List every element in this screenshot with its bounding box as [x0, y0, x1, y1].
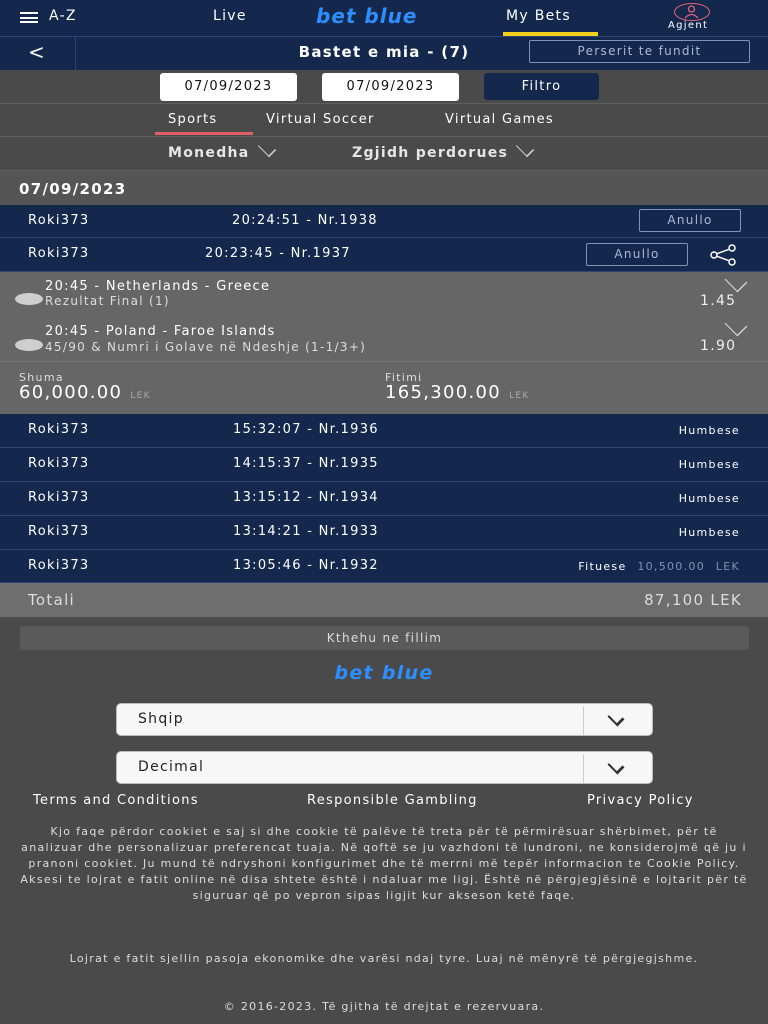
select-divider: [583, 754, 584, 783]
logo[interactable]: bet blue: [316, 4, 418, 28]
currency-label: Monedha: [168, 145, 250, 161]
selection-match: 20:45 - Netherlands - Greece: [45, 279, 271, 294]
bet-row[interactable]: [0, 482, 768, 516]
bet-user: Roki373: [28, 524, 90, 539]
total-value: 87,100 LEK: [644, 591, 742, 609]
stake-value: 60,000.00: [19, 382, 123, 403]
selection-odds: 1.45: [700, 293, 737, 309]
user-dropdown[interactable]: [352, 145, 530, 161]
bet-time: 13:15:12 - Nr.1934: [233, 490, 379, 505]
bet-status: Humbese: [678, 458, 740, 471]
user-label: Zgjidh perdorues: [352, 145, 509, 161]
bet-time: 13:14:21 - Nr.1933: [233, 524, 379, 539]
agent-label[interactable]: Agjent: [668, 20, 709, 31]
bet-type-tabs: [0, 103, 768, 137]
odds-format-select[interactable]: [116, 751, 653, 784]
bet-user: Roki373: [28, 422, 90, 437]
bet-user: Roki373: [28, 558, 90, 573]
last-results-button[interactable]: Perserit te fundit: [529, 40, 750, 63]
bet-time: 20:24:51 - Nr.1938: [232, 213, 378, 228]
selection-match: 20:45 - Poland - Faroe Islands: [45, 324, 276, 339]
back-button[interactable]: <: [28, 40, 47, 64]
select-divider: [583, 706, 584, 735]
selection-market: Rezultat Final (1): [45, 294, 170, 308]
stake-unit: LEK: [130, 391, 151, 401]
bet-time: 14:15:37 - Nr.1935: [233, 456, 379, 471]
bet-user: Roki373: [28, 213, 90, 228]
responsible-gambling-link[interactable]: Responsible Gambling: [307, 793, 478, 808]
date-to-field[interactable]: 07/09/2023: [322, 73, 459, 101]
bet-status: Humbese: [678, 492, 740, 505]
win-unit: LEK: [509, 391, 530, 401]
cancel-button[interactable]: Anullo: [639, 209, 741, 232]
bet-status: Humbese: [678, 526, 740, 539]
back-to-top-button[interactable]: Kthehu ne fillim: [20, 626, 749, 650]
page-title: Bastet e mia - (7): [298, 43, 470, 61]
privacy-policy-link[interactable]: Privacy Policy: [587, 793, 694, 808]
bet-status: Fituese: [578, 560, 627, 573]
selection-market: 45/90 & Numri i Golave në Ndeshje (1-1/3+): [45, 340, 367, 354]
menu-icon[interactable]: [20, 12, 38, 23]
bet-status: Humbese: [678, 424, 740, 437]
live-link[interactable]: Live: [213, 8, 247, 24]
stake-amount: [19, 382, 151, 403]
agent-icon[interactable]: [674, 3, 710, 21]
bet-row[interactable]: [0, 414, 768, 448]
chevron-down-icon: [608, 758, 625, 775]
tab-active-indicator: [155, 132, 253, 135]
stake-label: Shuma: [19, 371, 64, 384]
selection-bullet-icon: [15, 293, 43, 305]
bet-row[interactable]: [0, 205, 768, 238]
bet-row[interactable]: [0, 448, 768, 482]
date-from-field[interactable]: 07/09/2023: [160, 73, 297, 101]
bet-time: 20:23:45 - Nr.1937: [205, 246, 351, 261]
odds-format-value: Decimal: [138, 759, 205, 775]
win-amount: 10,500.00: [637, 560, 705, 573]
win-amount: [385, 382, 530, 403]
my-bets-link[interactable]: My Bets: [506, 8, 571, 24]
currency-dropdown[interactable]: [168, 145, 272, 161]
win-label: Fitimi: [385, 371, 423, 384]
language-select[interactable]: [116, 703, 653, 736]
win-unit: LEK: [715, 560, 740, 573]
total-label: Totali: [28, 591, 75, 609]
win-value: 165,300.00: [385, 382, 502, 403]
bet-row[interactable]: [0, 516, 768, 550]
language-value: Shqip: [138, 711, 184, 727]
bet-user: Roki373: [28, 490, 90, 505]
bet-time: 15:32:07 - Nr.1936: [233, 422, 379, 437]
bet-user: Roki373: [28, 246, 90, 261]
filter-button[interactable]: Filtro: [484, 73, 599, 100]
tab-virtual-games[interactable]: Virtual Games: [445, 112, 554, 127]
chevron-down-icon: [608, 710, 625, 727]
share-icon[interactable]: [706, 244, 740, 266]
gambling-warning: Lojrat e fatit sjellin pasoja ekonomike dhe varësi ndaj tyre. Luaj në mënyrë të përgjegjshme.: [69, 952, 699, 965]
selection-odds: 1.90: [700, 338, 737, 354]
cookie-notice: Kjo faqe përdor cookiet e saj si dhe cookie të palëve të treta për të përmirësuar shërbimet, për të analizuar dhe personalizuar preferencat tuaja. Në qoftë se ju vazhdoni të lundroni, ne konsiderojmë që ju i pranoni cookiet. Ju mund të ndryshoni konfigurimet dhe të merrni më tepër informacion te Cookie Policy. Aksesi te lojrat e fatit online në disa shtete është i ndaluar me ligj. Është në përgjegjësinë e lojtarit për të siguruar që po vepron sipas ligjit kur akseson ketë faqe.: [20, 825, 748, 902]
bet-result: [578, 560, 740, 573]
az-link[interactable]: A-Z: [49, 8, 77, 24]
copyright: © 2016-2023. Të gjitha të drejtat e rezervuara.: [223, 1000, 545, 1013]
bet-user: Roki373: [28, 456, 90, 471]
divider: [0, 361, 768, 362]
bet-row[interactable]: [0, 550, 768, 583]
footer-logo[interactable]: bet blue: [334, 662, 434, 684]
terms-link[interactable]: Terms and Conditions: [33, 793, 199, 808]
tab-sports[interactable]: Sports: [168, 112, 218, 127]
cancel-button[interactable]: Anullo: [586, 243, 688, 266]
bet-row[interactable]: [0, 238, 768, 272]
tab-virtual-soccer[interactable]: Virtual Soccer: [266, 112, 375, 127]
bet-time: 13:05:46 - Nr.1932: [233, 558, 379, 573]
date-heading: 07/09/2023: [19, 180, 127, 198]
selection-bullet-icon: [15, 339, 43, 351]
